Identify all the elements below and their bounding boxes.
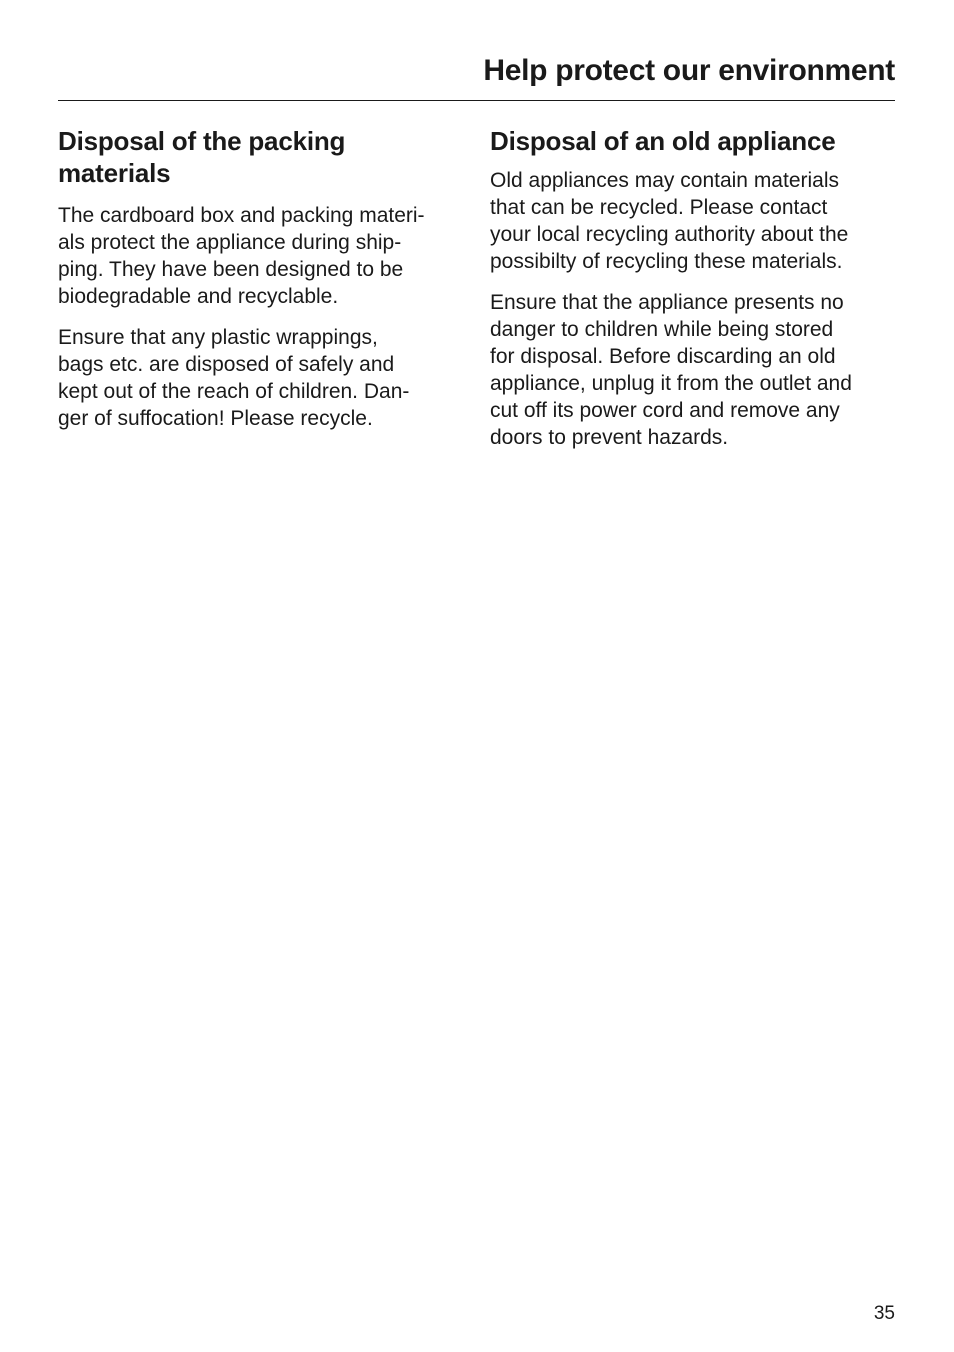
paragraph-recycling-materials: Old appliances may contain materials that can be recycled. Please contact your local recycling authority about the possibilty of recycling these materials. [490, 169, 849, 273]
paragraph-packing-materials: The cardboard box and packing materi- als protect the appliance during ship- ping. They have been designed to be biodegradable and recyclable. [58, 204, 425, 308]
section-heading-packing: Disposal of the packing materials [58, 126, 346, 188]
page-number: 35 [873, 1303, 895, 1324]
header-divider [58, 100, 895, 101]
section-appliance-disposal [490, 125, 895, 465]
paragraph-child-safety: Ensure that the appliance presents no danger to children while being stored for disposal. Before discarding an old appliance, unplug it from the outlet and cut off its power cord and remove any doors to prevent hazards. [490, 291, 852, 449]
page-title: Help protect our environment [483, 54, 895, 87]
section-packing-disposal [58, 125, 468, 446]
section-heading-appliance: Disposal of an old appliance [490, 126, 836, 156]
paragraph-plastic-warning: Ensure that any plastic wrappings, bags etc. are disposed of safely and kept out of the reach of children. Dan- ger of suffocation! Please recycle. [58, 326, 410, 430]
